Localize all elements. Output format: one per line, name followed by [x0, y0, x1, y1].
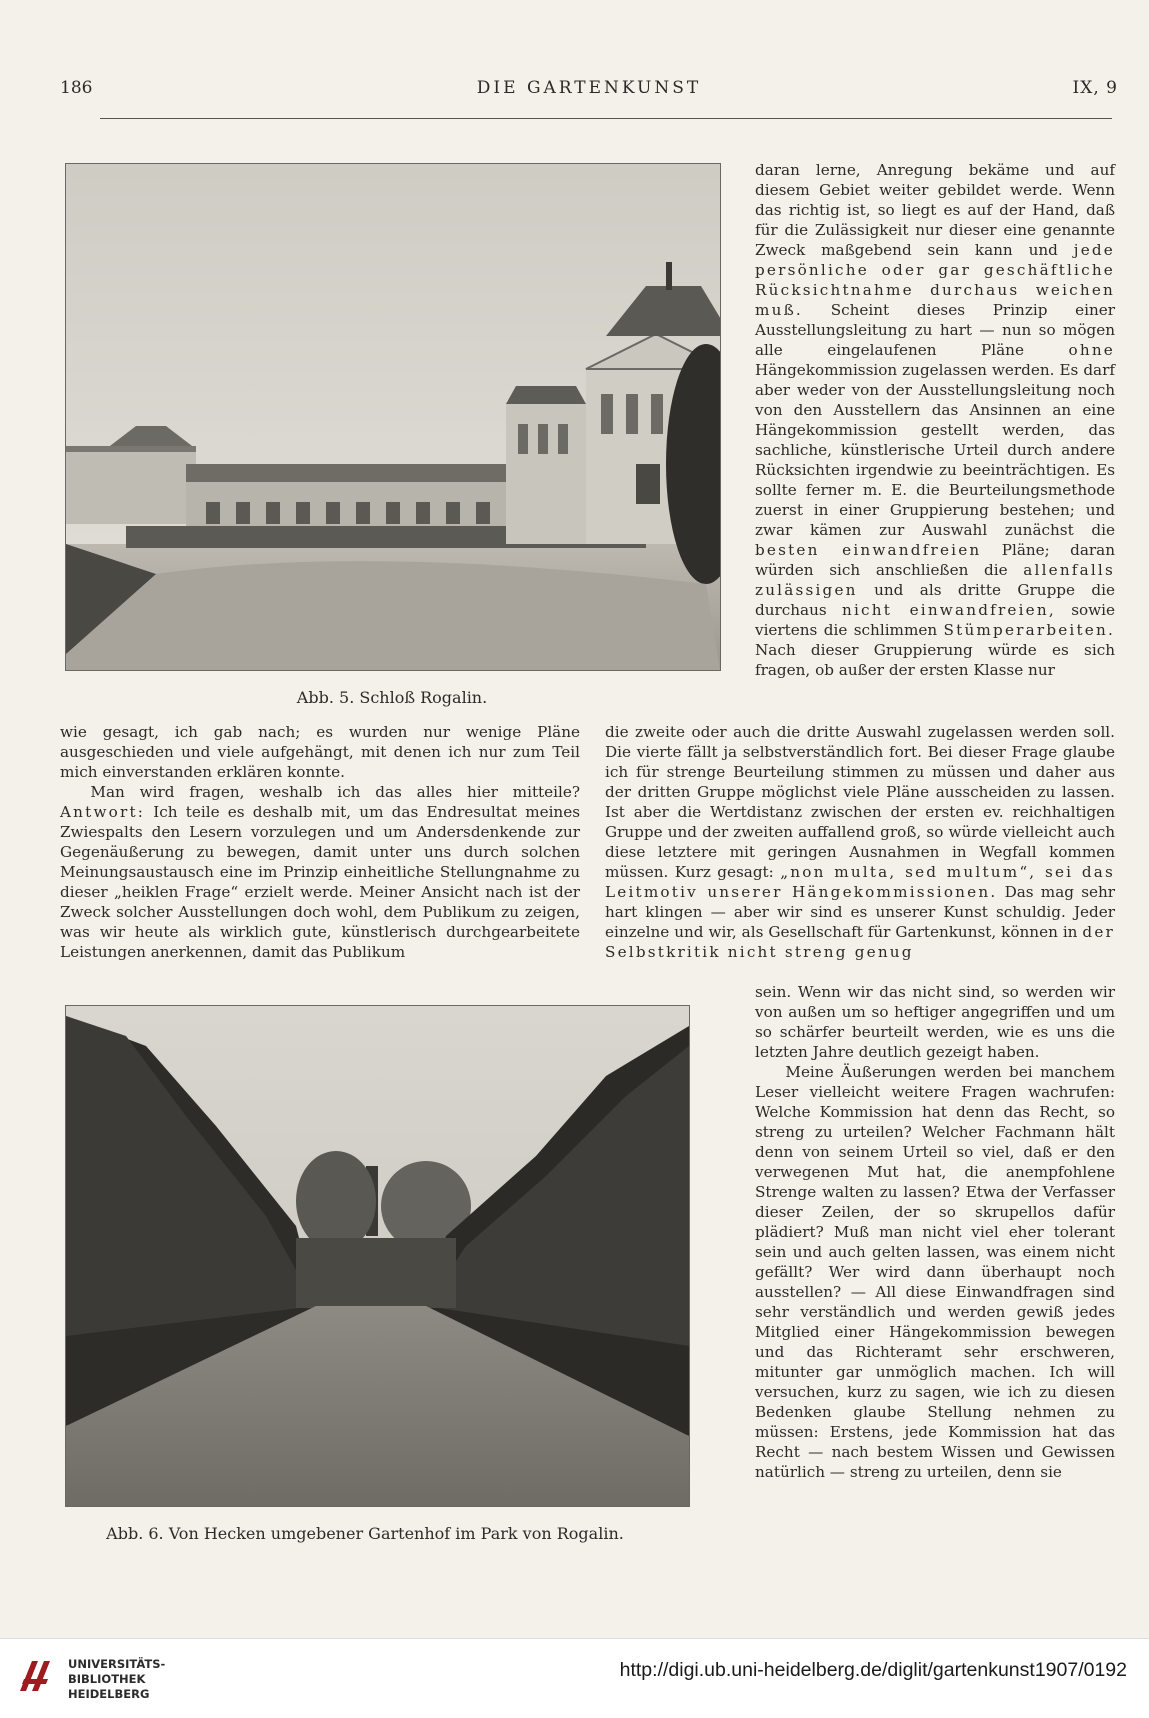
- right-text-4: ohne: [1068, 341, 1115, 359]
- university-library-logo: [12, 1653, 58, 1699]
- right-text-7: Pläne; daran würden sich anschließen die: [755, 541, 1116, 579]
- left-answer-label: Antwort:: [60, 803, 146, 821]
- right-text-9: und als dritte Gruppe die durchaus: [755, 581, 1115, 619]
- middle-text-1: die zweite oder auch die dritte Auswahl zugelassen werden soll. Die vierte fällt ja selbstverständlich fort. Bei dieser Frage glaube ich für strenge Beurteilung stimmen zu müssen und daher aus der dritten Gruppe möglichst viele Pläne ausscheiden zu lassen. Ist aber die Wertdistanz zwischen der ersten ev. reichhaltigen Gruppe und der zweiten auffallend groß, so würde vielleicht auch diese letztere mit geringen Ausnahmen in Wegfall kommen müssen. Kurz gesagt:: [605, 723, 1115, 881]
- library-name-line-3: HEIDELBERG: [68, 1687, 150, 1701]
- middle-column-text: [605, 722, 1115, 962]
- volume-number: IX, 9: [1072, 78, 1118, 98]
- right-text-10: nicht einwandfreien,: [842, 601, 1056, 619]
- left-paragraph-1: wie gesagt, ich gab nach; es wurden nur wenige Pläne ausgeschieden und viele aufgehängt, mit denen ich nur zum Teil mich einverstanden erklären konnte.: [60, 723, 580, 781]
- hedge-garden-illustration: [66, 1006, 689, 1506]
- source-url-link[interactable]: http://digi.ub.uni-heidelberg.de/diglit/gartenkunst1907/0192: [619, 1659, 1127, 1681]
- right-text-5: Hängekommission zugelassen werden. Es darf aber weder von der Ausstellungsleitung noch von den Ausstellern das Ansinnen an eine Hängekommission gestellt werden, das sachliche, künstlerische Urteil durch andere Rücksichten irgendwie zu beeinträchtigen. Es sollte ferner m. E. die Beurteilungsmethode zuerst in einer Gruppierung bestehen; und zwar kämen zur Auswahl zunächst die: [755, 361, 1115, 539]
- middle-motto: „non multa, sed multum“, sei das Leitmotiv unserer Hängekommissionen.: [605, 863, 1115, 901]
- right-text-11: sowie viertens die schlimmen: [755, 601, 1116, 639]
- running-header: [60, 78, 1118, 102]
- left-column-text: [60, 722, 580, 962]
- right-text-1: daran lerne, Anregung bekäme und auf diesem Gebiet weiter gebildet werde. Wenn das richtig ist, so liegt es auf der Hand, daß für die Zulässigkeit nur dieser eine genannte Zweck maßgebend sein kann und: [755, 161, 1115, 259]
- library-name-line-1: UNIVERSITÄTS-: [68, 1657, 166, 1671]
- figure-5-caption: Abb. 5. Schloß Rogalin.: [296, 688, 488, 707]
- palace-illustration: [66, 164, 720, 670]
- right-text-3: Scheint dieses Prinzip einer Ausstellungsleitung zu hart — nun so mögen alle eingelaufenen Pläne: [755, 301, 1116, 359]
- middle-text-2: Das mag sehr hart klingen — aber wir sind es unserer Kunst schuldig. Jeder einzelne und wir, als Gesellschaft für Gartenkunst, können in: [605, 883, 1116, 941]
- library-name-line-2: BIBLIOTHEK: [68, 1672, 146, 1686]
- right-bottom-paragraph-2: Meine Äußerungen werden bei manchem Leser vielleicht weitere Fragen wachrufen: Welche Kommission hat denn das Recht, so streng zu urteilen? Welcher Fachmann hält denn von seinem Urteil so viel, daß er den verwegenen Mut hat, die anempfohlene Strenge walten zu lassen? Etwa der Verfasser dieser Zeilen, der so skrupellos dafür plädiert? Muß man nicht viel eher tolerant sein und auch gelten lassen, was einem nicht gefällt? Wer wird dann überhaupt noch ausstellen? — All diese Einwandfragen sind sehr verständlich und werden gewiß jedes Mitglied einer Hängekommission bewegen und das Richteramt sehr erschweren, mitunter gar unmöglich machen. Ich will versuchen, kurz zu sagen, wie ich zu diesen Bedenken glaube Stellung nehmen zu müssen: Erstens, jede Kommission hat das Recht — nach bestem Wissen und Gewissen natürlich — streng zu urteilen, denn sie: [755, 1063, 1115, 1481]
- right-text-13: Nach dieser Gruppierung würde es sich fragen, ob außer der ersten Klasse nur: [755, 641, 1115, 679]
- right-column-top: [755, 160, 1115, 680]
- right-text-8: allenfalls zulässigen: [755, 561, 1115, 599]
- right-bottom-paragraph-1: sein. Wenn wir das nicht sind, so werden wir von außen um so heftiger angegriffen und um so schärfer beurteilt werden, wie es uns die letzten Jahre deutlich gezeigt haben.: [755, 983, 1115, 1061]
- library-name: [68, 1657, 165, 1702]
- header-rule: [100, 118, 1112, 119]
- page-number: 186: [60, 78, 93, 98]
- figure-5-photo: [65, 163, 721, 671]
- right-text-2: jede persönliche oder gar geschäftliche Rücksichtnahme durchaus weichen muß.: [755, 241, 1115, 319]
- right-column-bottom: [755, 982, 1115, 1482]
- figure-6-caption: Abb. 6. Von Hecken umgebener Gartenhof im Park von Rogalin.: [106, 1524, 624, 1543]
- left-paragraph-3: Ich teile es deshalb mit, um das Endresultat meines Zwiespalts den Lesern vorzulegen und um Andersdenkende zur Gegenäußerung zu bewegen, damit unter uns durch solchen Meinungsaustausch eine im Prinzip einheitliche Stellungnahme zu dieser „heiklen Frage“ erzielt werde. Meiner Ansicht nach ist der Zweck solcher Ausstellungen doch wohl, dem Publikum zu zeigen, was wir heute als wirklich gute, künstlerisch durchgearbeitete Leistungen anerkennen, damit das Publikum: [60, 803, 580, 961]
- library-footer: [0, 1638, 1149, 1718]
- middle-emphasis: der Selbstkritik nicht streng genug: [605, 923, 1115, 961]
- left-paragraph-2: Man wird fragen, weshalb ich das alles hier mitteile?: [90, 783, 580, 801]
- figure-6-photo: [65, 1005, 690, 1507]
- right-text-12: Stümperarbeiten.: [943, 621, 1115, 639]
- right-text-6: besten einwandfreien: [755, 541, 982, 559]
- journal-title: DIE GARTENKUNST: [476, 78, 702, 98]
